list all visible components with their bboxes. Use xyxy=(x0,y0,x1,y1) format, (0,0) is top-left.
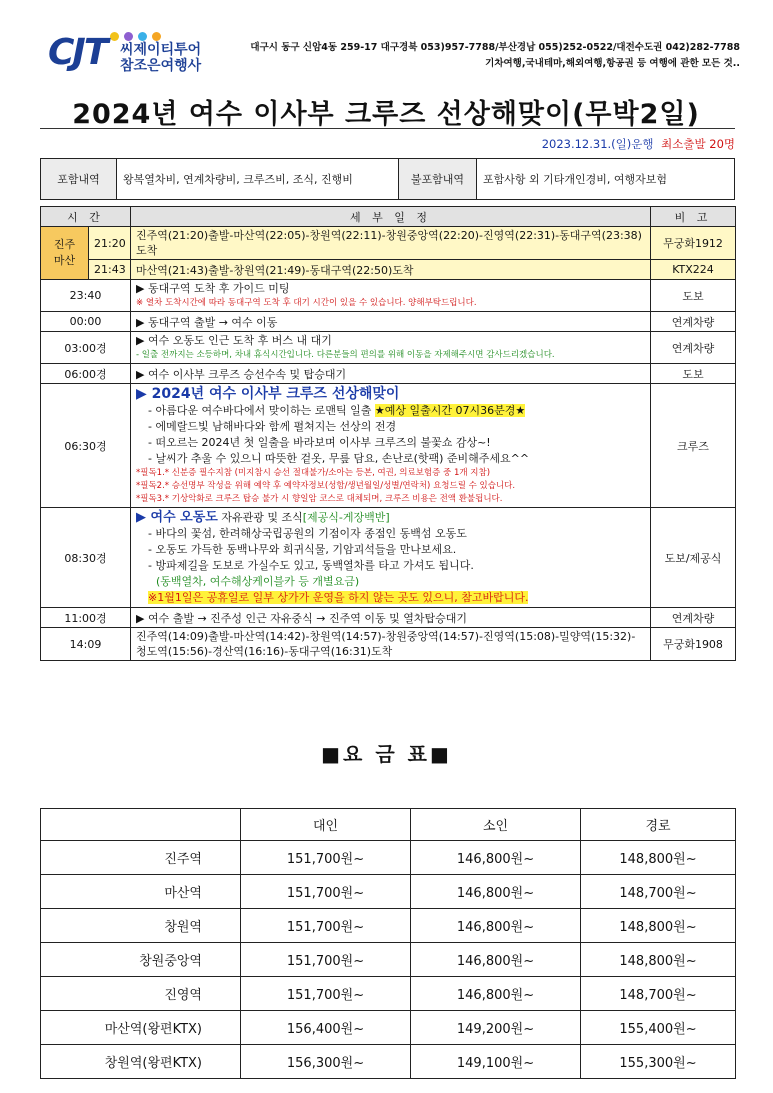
schedule-row xyxy=(41,312,736,332)
fare-child: 146,800원~ xyxy=(411,977,581,1011)
schedule-remark: 크루즈 xyxy=(651,384,736,508)
fare-row xyxy=(41,943,736,977)
schedule-row xyxy=(41,260,736,280)
schedule-time: 06:00경 xyxy=(41,364,131,384)
schedule-note: - 일출 전까지는 소등하며, 차내 휴식시간입니다. 다른분들의 편의를 위해 이동을 자제해주시면 감사드리겠습니다. xyxy=(136,350,555,360)
company-logo xyxy=(40,24,240,80)
odongdo-line-4: (동백열차, 여수해상케이블카 등 개별요금) xyxy=(156,575,360,588)
fare-senior: 148,800원~ xyxy=(581,841,736,875)
schedule-row-odongdo xyxy=(41,508,736,608)
schedule-row-cruise xyxy=(41,384,736,508)
fare-station: 창원역(왕편KTX) xyxy=(41,1045,241,1079)
fare-title: ■요 금 표■ xyxy=(321,742,452,766)
fare-adult: 151,700원~ xyxy=(241,875,411,909)
schedule-remark: 무궁화1912 xyxy=(651,227,736,260)
fare-adult: 151,700원~ xyxy=(241,977,411,1011)
schedule-detail: ▶ 여수 오동도 인근 도착 후 버스 내 대기 xyxy=(136,334,332,347)
fare-senior: 148,700원~ xyxy=(581,875,736,909)
schedule-detail: 진주역(14:09)출발-마산역(14:42)-창원역(14:57)-창원중앙역(14:57)-진영역(15:08)-밀양역(15:32)-청도역(15:56)-경산역(16:16)-동대구역(16:31)도착 xyxy=(131,628,651,661)
cruise-line-3: - 떠오르는 2024년 첫 일출을 바라보며 이사부 크루즈의 불꽃쇼 감상~! xyxy=(148,436,491,449)
schedule-detail: ▶ 여수 이사부 크루즈 승선수속 및 탑승대기 xyxy=(131,364,651,384)
schedule-detail-cell xyxy=(131,384,651,508)
odongdo-title-rest: 자유관광 및 조식 xyxy=(221,511,303,524)
fare-child: 146,800원~ xyxy=(411,875,581,909)
fare-table xyxy=(40,808,736,1079)
meal-provided: [제공식-게장백반] xyxy=(302,511,390,524)
logo-dot xyxy=(152,32,161,41)
schedule-remark: KTX224 xyxy=(651,260,736,280)
column-header-time: 시 간 xyxy=(41,207,131,227)
fare-adult: 156,300원~ xyxy=(241,1045,411,1079)
schedule-remark: 도보/제공식 xyxy=(651,508,736,608)
header xyxy=(40,24,740,80)
fare-child: 149,100원~ xyxy=(411,1045,581,1079)
cruise-heading: ▶ 2024년 여수 이사부 크루즈 선상해맞이 xyxy=(136,386,400,402)
cruise-note-3: *필독3.* 기상악화로 크루즈 탑승 불가 시 향일암 코스로 대체되며, 크루즈 비용은 전액 환불됩니다. xyxy=(136,494,503,504)
subtitle xyxy=(542,136,735,152)
schedule-row xyxy=(41,332,736,364)
fare-row xyxy=(41,875,736,909)
schedule-time: 06:30경 xyxy=(41,384,131,508)
schedule-time: 21:20 xyxy=(89,227,131,260)
cruise-line-1 xyxy=(136,403,645,419)
schedule-detail-cell xyxy=(131,280,651,312)
fare-senior: 155,400원~ xyxy=(581,1011,736,1045)
odongdo-line-1: - 바다의 꽃섬, 한려해상국립공원의 기점이자 종점인 동백섬 오동도 xyxy=(148,527,467,540)
schedule-remark: 연계차량 xyxy=(651,332,736,364)
fare-child: 146,800원~ xyxy=(411,909,581,943)
schedule-row xyxy=(41,280,736,312)
cruise-line-2: - 에메랄드빛 남해바다와 함께 펼쳐지는 선상의 전경 xyxy=(148,420,397,433)
schedule-detail-cell xyxy=(131,332,651,364)
origin-label: 진주 마산 xyxy=(41,227,89,280)
fare-child: 149,200원~ xyxy=(411,1011,581,1045)
schedule-detail: 마산역(21:43)출발-창원역(21:49)-동대구역(22:50)도착 xyxy=(131,260,651,280)
company-name-1: 씨제이티투어 xyxy=(120,42,202,58)
odongdo-line-2: - 오동도 가득한 동백나무와 희귀식물, 기암괴석들을 만나보세요. xyxy=(148,543,457,556)
schedule-detail: 진주역(21:20)출발-마산역(22:05)-창원역(22:11)-창원중앙역(22:20)-진영역(22:31)-동대구역(23:38)도착 xyxy=(131,227,651,260)
schedule-remark: 도보 xyxy=(651,364,736,384)
fare-row xyxy=(41,1045,736,1079)
inclusions-table xyxy=(40,158,735,200)
fare-senior: 148,800원~ xyxy=(581,909,736,943)
fare-row xyxy=(41,841,736,875)
fare-row xyxy=(41,1011,736,1045)
included-value: 왕복열차비, 연계차량비, 크루즈비, 조식, 진행비 xyxy=(117,159,399,200)
schedule-time: 14:09 xyxy=(41,628,131,661)
column-header-remark: 비 고 xyxy=(651,207,736,227)
schedule-remark: 연계차량 xyxy=(651,608,736,628)
company-name xyxy=(120,42,201,74)
odongdo-line-3: - 방파제길을 도보로 가실수도 있고, 동백열차를 타고 가셔도 됩니다. xyxy=(148,559,474,572)
fare-senior: 148,700원~ xyxy=(581,977,736,1011)
fare-row xyxy=(41,909,736,943)
fare-adult: 151,700원~ xyxy=(241,943,411,977)
logo-mark: CJT xyxy=(48,32,107,73)
cruise-line-1-text: - 아름다운 여수바다에서 맞이하는 로맨틱 일출 xyxy=(148,404,372,417)
fare-station: 창원중앙역 xyxy=(41,943,241,977)
schedule-time: 08:30경 xyxy=(41,508,131,608)
fare-senior: 148,800원~ xyxy=(581,943,736,977)
fare-row xyxy=(41,977,736,1011)
odongdo-line-5-wrap xyxy=(136,590,645,606)
company-name-2: 참조은여행사 xyxy=(120,58,202,74)
schedule-detail: ▶ 동대구역 출발 → 여수 이동 xyxy=(131,312,651,332)
schedule-row xyxy=(41,227,736,260)
title-divider xyxy=(40,128,735,129)
schedule-detail: ▶ 여수 출발 → 진주성 인근 자유중식 → 진주역 이동 및 열차탑승대기 xyxy=(131,608,651,628)
fare-header-child: 소인 xyxy=(411,809,581,841)
departure-date: 2023.12.31.(일)운행 xyxy=(541,137,654,151)
odongdo-title: ▶ 여수 오동도 xyxy=(136,510,218,525)
fare-adult: 151,700원~ xyxy=(241,841,411,875)
fare-header-adult: 대인 xyxy=(241,809,411,841)
excluded-value: 포함사항 외 기타개인경비, 여행자보험 xyxy=(477,159,735,200)
fare-child: 146,800원~ xyxy=(411,841,581,875)
fare-adult: 156,400원~ xyxy=(241,1011,411,1045)
schedule-row xyxy=(41,628,736,661)
column-header-detail: 세 부 일 정 xyxy=(131,207,651,227)
company-info-line-1: 대구시 동구 신암4동 259-17 대구경북 053)957-7788/부산경남 055)252-0522/대전수도권 042)282-7788 xyxy=(250,42,740,53)
fare-header-senior: 경로 xyxy=(581,809,736,841)
logo-dot xyxy=(110,32,119,41)
schedule-time: 00:00 xyxy=(41,312,131,332)
fare-child: 146,800원~ xyxy=(411,943,581,977)
schedule-remark: 무궁화1908 xyxy=(651,628,736,661)
holiday-notice: ※1월1일은 공휴일로 일부 상가가 운영을 하지 않는 곳도 있으니, 참고바랍니다. xyxy=(148,591,529,604)
company-info xyxy=(250,40,740,72)
schedule-detail: ▶ 동대구역 도착 후 가이드 미팅 xyxy=(136,282,290,295)
schedule-detail-cell xyxy=(131,508,651,608)
cruise-line-4: - 날씨가 추울 수 있으니 따뜻한 겉옷, 무릎 담요, 손난로(핫팩) 준비해주세요^^ xyxy=(148,452,530,465)
odongdo-heading xyxy=(136,509,645,526)
company-info-line-2: 기차여행,국내테마,해외여행,항공권 등 여행에 관한 모든 것.. xyxy=(485,58,740,69)
excluded-label: 불포함내역 xyxy=(399,159,477,200)
logo-dot xyxy=(124,32,133,41)
schedule-header-row xyxy=(41,207,736,227)
fare-station: 마산역 xyxy=(41,875,241,909)
sunrise-highlight: ★예상 일출시간 07시36분경★ xyxy=(374,404,526,417)
schedule-time: 03:00경 xyxy=(41,332,131,364)
schedule-note: ※ 열차 도착시간에 따라 동대구역 도착 후 대기 시간이 있을 수 있습니다. 양해부탁드립니다. xyxy=(136,298,477,308)
schedule-time: 21:43 xyxy=(89,260,131,280)
cruise-note-2: *필독2.* 승선명부 작성을 위해 예약 후 예약자정보(성함/생년월일/성별/연락처) 요청드릴 수 있습니다. xyxy=(136,481,516,491)
page-title: 2024년 여수 이사부 크루즈 선상해맞이(무박2일) xyxy=(72,99,700,130)
fare-station: 마산역(왕편KTX) xyxy=(41,1011,241,1045)
fare-header-row xyxy=(41,809,736,841)
minimum-departure: 최소출발 20명 xyxy=(661,137,735,151)
schedule-row xyxy=(41,364,736,384)
fare-header-station xyxy=(41,809,241,841)
cruise-note-1: *필독1.* 신분증 필수지참 (미지참시 승선 절대불가/소아는 등본, 여권, 의료보험증 중 1개 지참) xyxy=(136,468,491,478)
schedule-table xyxy=(40,206,736,661)
included-label: 포함내역 xyxy=(41,159,117,200)
fare-station: 진영역 xyxy=(41,977,241,1011)
schedule-row xyxy=(41,608,736,628)
fare-senior: 155,300원~ xyxy=(581,1045,736,1079)
fare-adult: 151,700원~ xyxy=(241,909,411,943)
schedule-time: 11:00경 xyxy=(41,608,131,628)
fare-station: 진주역 xyxy=(41,841,241,875)
schedule-remark: 도보 xyxy=(651,280,736,312)
fare-station: 창원역 xyxy=(41,909,241,943)
schedule-remark: 연계차량 xyxy=(651,312,736,332)
schedule-time: 23:40 xyxy=(41,280,131,312)
logo-dot xyxy=(138,32,147,41)
